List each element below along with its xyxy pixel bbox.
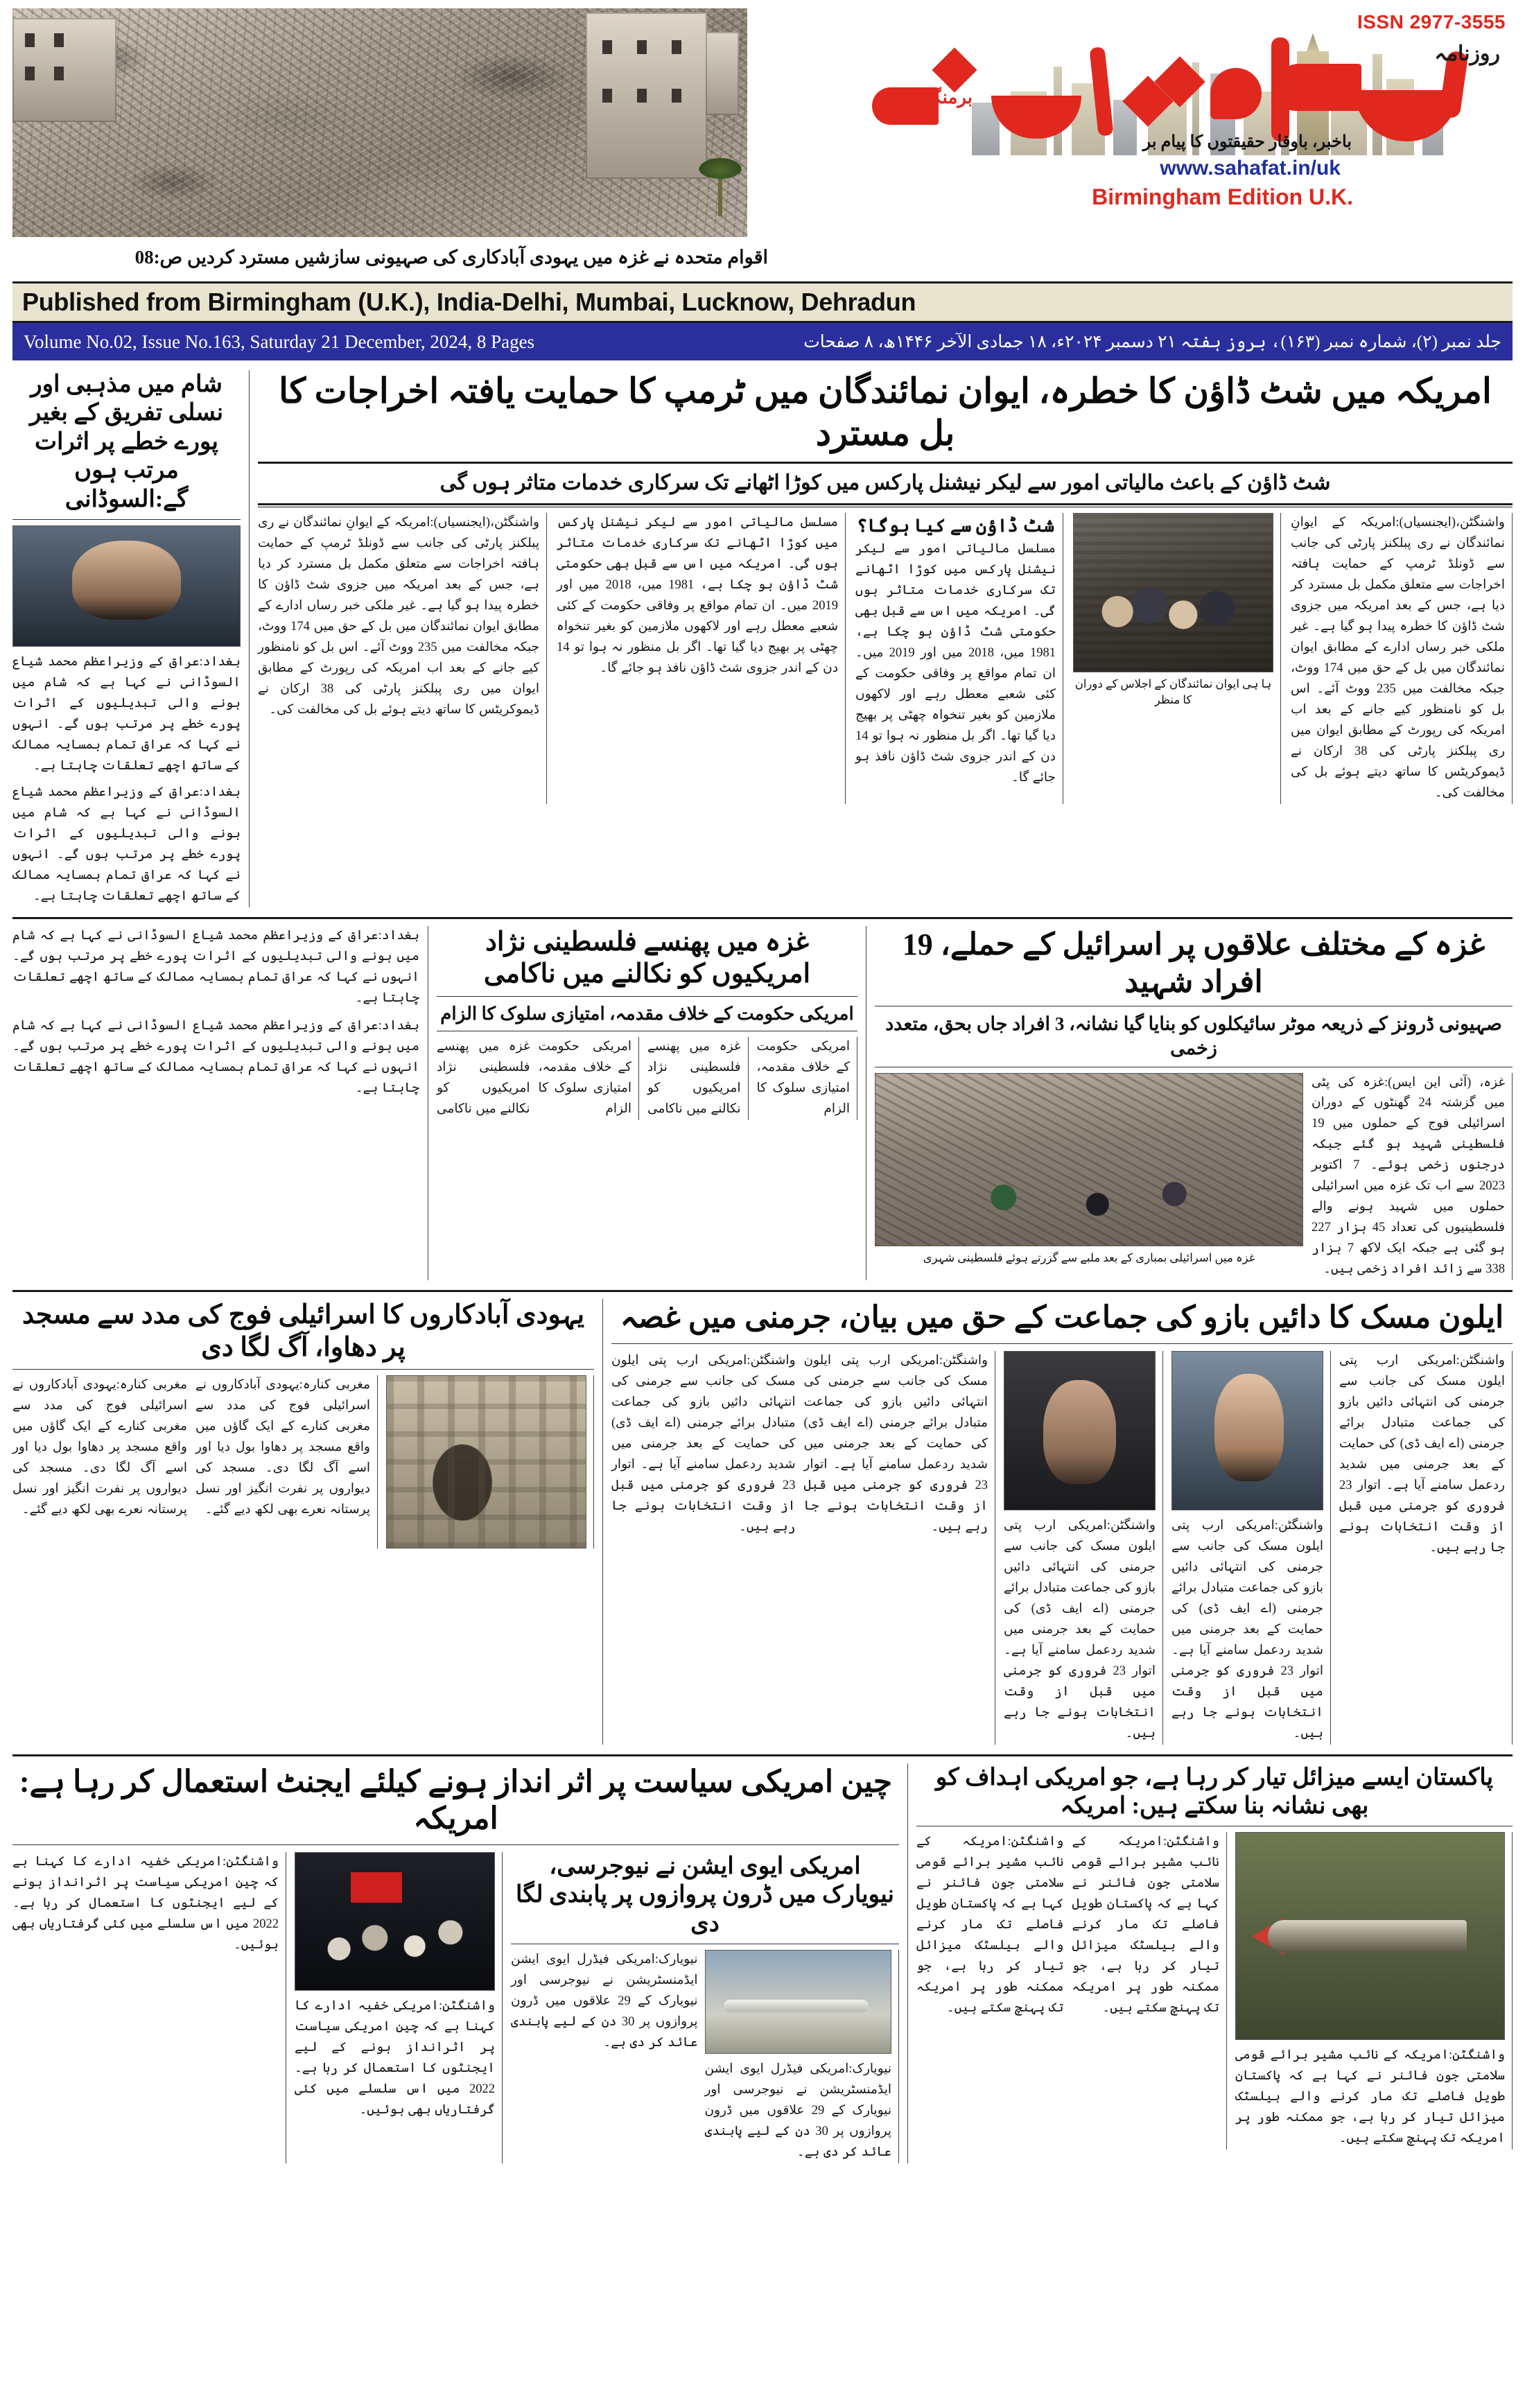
- pakistan-body-3: واشنگٹن:امریکہ کے نائب مشیر برائے قومی سلامتی جون فائنر نے کہا ہے کہ پاکستان طویل فاصلے تک مار کرنے والے بیلسٹک میزائل تیار کر رہا ہے، جو ممکنہ طور پر امریکہ تک پہنچ سکتے ہیں۔: [916, 1835, 1064, 2016]
- pakistan-columns: [916, 1832, 1513, 2149]
- iraq-cont-body-2: بغداد:عراق کے وزیراعظم محمد شیاع السوڈانی نے کہا ہے کہ شام میں ہونے والی تبدیلیوں کے اثرات پورے خطے پر مرتب ہوں گے۔ انہوں نے کہا کہ عراق تمام ہمسایہ ممالک کے ساتھ اچھے تعلقات چاہتا ہے۔: [12, 1018, 419, 1095]
- masthead-tagline: باخبر، باوقار حقیقتوں کا پیام بر: [1142, 133, 1352, 151]
- iraq-body-2: بغداد:عراق کے وزیراعظم محمد شیاع السوڈانی نے کہا ہے کہ شام میں ہونے والی تبدیلیوں کے اثرات پورے خطے پر مرتب ہوں گے۔ انہوں نے کہا کہ عراق تمام ہمسایہ ممالک کے ساتھ اچھے تعلقات چاہتا ہے۔: [12, 785, 241, 903]
- building-shape: [12, 18, 116, 122]
- china-dateline: واشنگٹن:امریکی خفیہ ادارے کا کہنا ہے کہ چین امریکی سیاست پر اثرانداز ہونے کے لیے ایجنٹوں کا استعمال کر رہا ہے۔ 2022 میں اس سلسلے میں کئی گرفتاریاں بھی ہوئیں۔: [12, 1854, 279, 1952]
- drone-dateline: نیویارک:امریکی فیڈرل ایوی ایشن ایڈمنسٹریشن نے نیوجرسی اور نیویارک کے 29 علاقوں میں ڈرون پروازوں پر 30 دن کے لیے پابندی عائد کر دی ہے۔: [511, 1953, 698, 2050]
- china-body-1: واشنگٹن:امریکی خفیہ ادارے کا کہنا ہے کہ چین امریکی سیاست پر اثرانداز ہونے کے لیے ایجنٹوں کا استعمال کر رہا ہے۔ 2022 میں اس سلسلے میں کئی گرفتاریاں بھی ہوئیں۔: [295, 1998, 495, 2117]
- musk-col-4: [804, 1351, 996, 1745]
- website-url[interactable]: www.sahafat.in/uk: [1160, 157, 1341, 180]
- gaza-us-col-1: [757, 1037, 858, 1120]
- gaza-us-columns: [437, 1037, 857, 1120]
- elon-musk-photo: [1004, 1351, 1156, 1510]
- drone-col-1: [705, 1950, 900, 2163]
- drone-columns: [511, 1950, 899, 2163]
- lead-photo-caption: اقوام متحدہ نے غزہ میں یہودی آبادکاری کی صہیونی سازشیں مسترد کردیں ص:08: [134, 247, 768, 268]
- mosque-story-block: [12, 1299, 603, 1744]
- musk-body-4: واشنگٹن:امریکی ارب پتی ایلون مسک کی جانب سے جرمنی کی انتہائی دائیں بازو کی جماعت متبادل برائے جرمنی (اے ایف ڈی) کی حمایت کے بعد جرمنی میں شدید ردعمل سامنے آیا ہے۔ اتوار 23 فروری کو جرمنی میں قبل از وقت انتخابات ہونے جا رہے ہیں۔: [803, 1353, 988, 1534]
- gaza-headline[interactable]: غزہ کے مختلف علاقوں پر اسرائیل کے حملے، 19 افراد شہید: [902, 927, 1485, 999]
- gaza-us-col-2: [647, 1037, 749, 1120]
- musk-mosque-section: [12, 1299, 1513, 1744]
- drone-subblock: [511, 1852, 899, 2163]
- gaza-col-2: [875, 1073, 1303, 1281]
- china-col-photo: [295, 1852, 503, 2163]
- gaza-us-subheadline: امریکی حکومت کے خلاف مقدمہ، امتیازی سلوک کا الزام: [440, 1003, 854, 1024]
- pakistan-col-3: [916, 1832, 1064, 2149]
- masthead-left: [12, 0, 768, 277]
- lead-story-columns: [258, 513, 1513, 804]
- drone-headline[interactable]: امریکی ایوی ایشن نے نیوجرسی، نیویارک میں ڈرون پروازوں پر پابندی لگا دی: [516, 1853, 894, 1937]
- volume-info-banner: [12, 323, 1513, 360]
- pakistan-body-1: واشنگٹن:امریکہ کے نائب مشیر برائے قومی سلامتی جون فائنر نے کہا ہے کہ پاکستان طویل فاصلے تک مار کرنے والے بیلسٹک میزائل تیار کر رہا ہے، جو ممکنہ طور پر امریکہ تک پہنچ سکتے ہیں۔: [1235, 2048, 1505, 2146]
- pakistan-col-2: [1072, 1832, 1228, 2149]
- china-col-text: [12, 1852, 286, 2163]
- masthead-logo[interactable]: [764, 21, 1513, 209]
- iraq-sidebar: [12, 370, 250, 907]
- china-drone-block: [12, 1763, 908, 2164]
- birmingham-urdu-label: برمنگھم: [912, 87, 973, 107]
- musk-col-1: [1339, 1351, 1513, 1745]
- pakistan-story-block: [916, 1763, 1513, 2164]
- middle-section: [12, 926, 1513, 1280]
- lead-col-3: [855, 513, 1063, 804]
- musk-headline[interactable]: ایلون مسک کا دائیں بازو کی جماعت کے حق میں بیان، جرمنی میں غصہ: [620, 1300, 1504, 1335]
- mosque-columns: [12, 1375, 594, 1548]
- congress-photo: [1073, 513, 1273, 672]
- gaza-us-body-4: غزہ میں پھنسے فلسطینی نژاد امریکیوں کو نکالنے میں ناکامی: [437, 1040, 530, 1117]
- gaza-story-block: [875, 926, 1513, 1280]
- building-shape: [586, 12, 707, 179]
- lead-photo-gaza-rubble: [12, 8, 747, 237]
- gaza-us-body-1: امریکی حکومت کے خلاف مقدمہ، امتیازی سلوک کا الزام: [756, 1040, 850, 1117]
- mosque-col-3: [12, 1375, 187, 1548]
- lead-body-text: مسلسل مالیاتی امور سے لیکر نیشنل پارکس میں کوڑا اٹھانے تک سرکاری خدمات متاثر ہوں گی۔ امریکہ میں اس سے قبل بھی حکومتی شٹ ڈاؤن ہو چکا ہے، 1981 میں، 2018 میں اور 2019 میں۔ ان تمام مواقع پر وفاقی حکومت کے کئی شعبے معطل رہے اور لاکھوں ملازمین کو بغیر تنخواہ چھٹی پر بھیج دیا گیا تھا۔ اگر بل منظور نہ ہوا تو 14 دن کے اندر جزوی شٹ ڈاؤن نافذ ہو جائے گا۔: [855, 542, 1056, 785]
- gaza-us-col-4: [437, 1037, 530, 1120]
- lead-headline[interactable]: امریکہ میں شٹ ڈاؤن کا خطرہ، ایوان نمائندگان میں ٹرمپ کا حمایت یافتہ اخراجات کا بل مسترد: [279, 372, 1492, 453]
- gaza-dateline: غزہ، (آئی این ایس):غزہ کی پٹی میں گزشتہ 24 گھنٹوں کے دوران اسرائیلی فوج کے حملوں میں 19 فلسطینی شہید ہو گئے جبکہ درجنوں زخمی ہوئے۔ 7 اکتوبر 2023 سے اب تک غزہ میں اسرائیلی حملوں میں شہید ہونے والے فلسطینیوں کی تعداد 45 ہزار 227 ہو گئی ہے جبکہ ایک لاکھ 7 ہزار 338 سے زائد افراد زخمی ہیں۔: [1312, 1075, 1506, 1277]
- lead-story-block: [258, 370, 1513, 907]
- mosque-dateline: مغربی کنارہ:یہودی آبادکاروں نے اسرائیلی فوج کی مدد سے مغربی کنارے کے ایک گاؤں میں واقع مسجد پر دھاوا بول دیا اور اسے آگ لگا دی۔ مسجد کی دیواروں پر نفرت انگیز اور نسل پرستانہ نعرے بھی لکھ دیے گئے۔: [195, 1377, 370, 1517]
- published-from-banner: [12, 281, 1513, 323]
- gaza-photo-caption: غزہ میں اسرائیلی بمباری کے بعد ملبے سے گزرتے ہوئے فلسطینی شہری: [923, 1250, 1255, 1264]
- china-headline[interactable]: چین امریکی سیاست پر اثر انداز ہونے کیلئے ایجنٹ استعمال کر رہا ہے: امریکہ: [19, 1764, 893, 1836]
- china-columns: [12, 1852, 899, 2163]
- lead-body-text-2: مسلسل مالیاتی امور سے لیکر نیشنل پارکس میں کوڑا اٹھانے تک سرکاری خدمات متاثر ہوں گی۔ امریکہ میں اس سے قبل بھی حکومتی شٹ ڈاؤن ہو چکا ہے، 1981 میں، 2018 میں اور 2019 میں۔ ان تمام مواقع پر وفاقی حکومت کے کئی شعبے معطل رہے اور لاکھوں ملازمین کو بغیر تنخواہ چھٹی پر بھیج دیا گیا تھا۔ اگر بل منظور نہ ہوا تو 14 دن کے اندر جزوی شٹ ڈاؤن نافذ ہو جائے گا۔: [557, 516, 838, 675]
- iraq-body: بغداد:عراق کے وزیراعظم محمد شیاع السوڈانی نے کہا ہے کہ شام میں ہونے والی تبدیلیوں کے اثرات پورے خطے پر مرتب ہوں گے۔ انہوں نے کہا کہ عراق تمام ہمسایہ ممالک کے ساتھ اچھے تعلقات چاہتا ہے۔: [12, 655, 241, 774]
- published-from-text: Published from Birmingham (U.K.), India-Delhi, Mumbai, Lucknow, Dehradun: [22, 288, 916, 316]
- musk-columns: [611, 1351, 1513, 1745]
- building-shape: [706, 32, 739, 115]
- volume-info-urdu: جلد نمبر (۲)، شمارہ نمبر (۱۶۳)، بروز ہفتہ ۲۱ دسمبر ۲۰۲۴ء، ۱۸ جمادی الآخر ۱۴۴۶ھ، ۸ صفحات: [803, 333, 1501, 351]
- mosque-col-2: [195, 1375, 378, 1548]
- shutdown-subsection-head: شٹ ڈاؤن سے کیا ہوگا؟: [857, 516, 1054, 536]
- pakistan-headline[interactable]: پاکستان ایسے میزائل تیار کر رہا ہے، جو امریکی اہداف کو بھی نشانہ بنا سکتے ہیں: امریکہ: [935, 1764, 1494, 1819]
- iraqi-pm-photo: [12, 525, 241, 647]
- missile-parade-photo: [1235, 1832, 1505, 2040]
- musk-col-5: [611, 1351, 796, 1745]
- burned-mosque-photo: [386, 1375, 586, 1548]
- congress-photo-caption: ہا ہی ایوان نمائندگان کے اجلاس کے دوران کا منظر: [1074, 677, 1272, 707]
- drone-body-1: نیویارک:امریکی فیڈرل ایوی ایشن ایڈمنسٹریشن نے نیوجرسی اور نیویارک کے 29 علاقوں میں ڈرون پروازوں پر 30 دن کے لیے پابندی عائد کر دی ہے۔: [704, 2062, 891, 2160]
- gaza-photo: [875, 1073, 1303, 1246]
- airport-photo: [705, 1950, 892, 2054]
- mosque-body-2: مغربی کنارہ:یہودی آبادکاروں نے اسرائیلی فوج کی مدد سے مغربی کنارے کے ایک گاؤں میں واقع مسجد پر دھاوا بول دیا اور اسے آگ لگا دی۔ مسجد کی دیواروں پر نفرت انگیز اور نسل پرستانہ نعرے بھی لکھ دیے گئے۔: [12, 1377, 187, 1517]
- musk-story-block: [611, 1299, 1513, 1744]
- gaza-col-1: [1312, 1073, 1513, 1281]
- iraq-cont-body-1: بغداد:عراق کے وزیراعظم محمد شیاع السوڈانی نے کہا ہے کہ شام میں ہونے والی تبدیلیوں کے اثرات پورے خطے پر مرتب ہوں گے۔ انہوں نے کہا کہ عراق تمام ہمسایہ ممالک کے ساتھ اچھے تعلقات چاہتا ہے۔: [12, 928, 419, 1005]
- masthead: [12, 0, 1513, 277]
- pakistan-col-1: [1235, 1832, 1513, 2149]
- masthead-right: [768, 0, 1513, 277]
- top-section: [12, 370, 1513, 907]
- musk-body-5: واشنگٹن:امریکی ارب پتی ایلون مسک کی جانب سے جرمنی کی انتہائی دائیں بازو کی جماعت متبادل برائے جرمنی (اے ایف ڈی) کی حمایت کے بعد جرمنی میں شدید ردعمل سامنے آیا ہے۔ اتوار 23 فروری کو جرمنی میں قبل از وقت انتخابات ہونے جا رہے ہیں۔: [611, 1353, 796, 1534]
- musk-col-2: [1171, 1351, 1331, 1745]
- musk-body-2: واشنگٹن:امریکی ارب پتی ایلون مسک کی جانب سے جرمنی کی انتہائی دائیں بازو کی جماعت متبادل برائے جرمنی (اے ایف ڈی) کی حمایت کے بعد جرمنی میں شدید ردعمل سامنے آیا ہے۔ اتوار 23 فروری کو جرمنی میں قبل از وقت انتخابات ہونے جا رہے ہیں۔: [1171, 1518, 1323, 1740]
- musk-body-3: واشنگٹن:امریکی ارب پتی ایلون مسک کی جانب سے جرمنی کی انتہائی دائیں بازو کی جماعت متبادل برائے جرمنی (اے ایف ڈی) کی حمایت کے بعد جرمنی میں شدید ردعمل سامنے آیا ہے۔ اتوار 23 فروری کو جرمنی میں قبل از وقت انتخابات ہونے جا رہے ہیں۔: [1004, 1518, 1156, 1740]
- mosque-col-1: [386, 1375, 594, 1548]
- gaza-us-body-2: غزہ میں پھنسے فلسطینی نژاد امریکیوں کو نکالنے میں ناکامی: [647, 1040, 741, 1117]
- lead-dateline-2: واشنگٹن،(ایجنسیاں):امریکہ کے ایوانِ نمائندگان نے ری پبلکنز پارٹی کی جانب سے ڈونلڈ ٹرمپ کے حمایت ہافتہ اخراجات سے متعلق مکمل بل مسترد کر دیا ہے، جس کے بعد امریکہ میں جزوی شٹ ڈاؤن کا خطرہ پیدا ہو گیا ہے۔ غیر ملکی خبر رساں ادارے کے مطابق ایوان نمائندگان میں بل کے حق میں 174 ووٹ، جبکہ مخالفت میں 235 ووٹ آئے۔ اس بل کو نامنظور کیے جانے کے بعد اب امریکہ کی رپورٹ کے مطابق ایوان میں ری پبلکنز پارٹی کی 38 ارکان نے ڈیموکریٹس کا ساتھ دیتے ہوئے بل کی مخالفت کی۔: [258, 516, 539, 717]
- musk-dateline: واشنگٹن:امریکی ارب پتی ایلون مسک کی جانب سے جرمنی کی انتہائی دائیں بازو کی جماعت متبادل برائے جرمنی (اے ایف ڈی) کی حمایت کے بعد جرمنی میں شدید ردعمل سامنے آیا ہے۔ اتوار 23 فروری کو جرمنی میں قبل از وقت انتخابات ہونے جا رہے ہیں۔: [1339, 1353, 1505, 1555]
- iraq-continuation: [12, 926, 428, 1280]
- lead-col-1: [1291, 513, 1513, 804]
- edition-label: Birmingham Edition U.K.: [1092, 184, 1353, 209]
- bottom-section: [12, 1763, 1513, 2164]
- mosque-headline[interactable]: یہودی آبادکاروں کا اسرائیلی فوج کی مدد سے مسجد پر دھاوا، آگ لگا دی: [21, 1300, 585, 1362]
- gaza-us-col-3: [539, 1037, 640, 1120]
- rozmnama-label: روزنامہ: [1434, 42, 1500, 65]
- scholz-photo: [1171, 1351, 1323, 1510]
- gaza-subheadline: صہیونی ڈرونز کے ذریعہ موٹر سائیکلوں کو بنایا گیا نشانہ، 3 افراد جاں بحق، متعدد زخمی: [885, 1013, 1502, 1059]
- lead-subheadline: شٹ ڈاؤن کے باعث مالیاتی امور سے لیکر نیشنل پارکس میں کوڑا اٹھانے تک سرکاری خدمات متاثر ہوں گی: [439, 471, 1331, 494]
- gaza-us-block: [437, 926, 866, 1280]
- chess-flags-photo: [295, 1852, 495, 1991]
- gaza-us-body-3: امریکی حکومت کے خلاف مقدمہ، امتیازی سلوک کا الزام: [538, 1040, 631, 1117]
- lead-col-2: [1073, 513, 1281, 804]
- volume-info-english: Volume No.02, Issue No.163, Saturday 21 December, 2024, 8 Pages: [24, 331, 535, 352]
- iraq-headline[interactable]: شام میں مذہبی اور نسلی تفریق کے بغیر پورے خطے پر اثرات مرتب ہوں گے:السوڈانی: [29, 372, 224, 512]
- gaza-us-headline[interactable]: غزہ میں پھنسے فلسطینی نژاد امریکیوں کو نکالنے میں ناکامی: [483, 927, 811, 989]
- musk-col-3: [1004, 1351, 1163, 1745]
- drone-col-2: [511, 1950, 698, 2163]
- lead-col-4: [557, 513, 846, 804]
- issn-number: ISSN 2977-3555: [1357, 11, 1506, 33]
- pakistan-dateline: واشنگٹن:امریکہ کے نائب مشیر برائے قومی سلامتی جون فائنر نے کہا ہے کہ پاکستان طویل فاصلے تک مار کرنے والے بیلسٹک میزائل تیار کر رہا ہے، جو ممکنہ طور پر امریکہ تک پہنچ سکتے ہیں۔: [1072, 1835, 1219, 2016]
- gaza-columns: [875, 1073, 1513, 1281]
- lead-dateline: واشنگٹن،(ایجنسیاں):امریکہ کے ایوانِ نمائندگان نے ری پبلکنز پارٹی کی جانب سے ڈونلڈ ٹرمپ کے حمایت ہافتہ اخراجات سے متعلق مکمل بل مسترد کر دیا ہے، جس کے بعد امریکہ میں جزوی شٹ ڈاؤن کا خطرہ پیدا ہو گیا ہے۔ غیر ملکی خبر رساں ادارے کے مطابق ایوان نمائندگان میں بل کے حق میں 174 ووٹ، جبکہ مخالفت میں 235 ووٹ آئے۔ اس بل کو نامنظور کیے جانے کے بعد اب امریکہ کی رپورٹ کے مطابق ایوان میں ری پبلکنز پارٹی کی 38 ارکان نے ڈیموکریٹس کا ساتھ دیتے ہوئے بل کی مخالفت کی۔: [1291, 516, 1506, 800]
- lead-col-5: [258, 513, 547, 804]
